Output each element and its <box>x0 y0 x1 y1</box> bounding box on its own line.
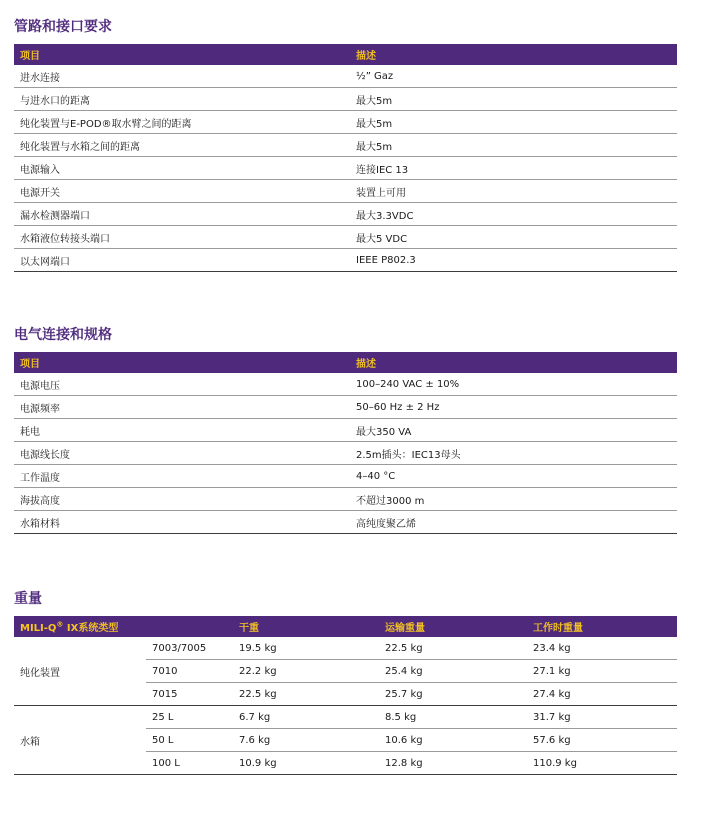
row-dry-weight: 22.2 kg <box>233 660 379 683</box>
weight-table <box>14 616 677 775</box>
table-row <box>14 419 677 442</box>
electrical-section <box>14 325 677 534</box>
table-row <box>14 488 677 511</box>
table-row <box>14 637 677 660</box>
weight-title: 重量 <box>14 591 42 607</box>
header-description: 描述 <box>350 352 677 373</box>
row-item: 电源线长度 <box>14 442 350 465</box>
row-value: 高纯度聚乙烯 <box>350 511 677 534</box>
row-model: 7015 <box>146 683 233 706</box>
row-item: 耗电 <box>14 419 350 442</box>
row-item: 漏水检测器端口 <box>14 203 350 226</box>
row-model: 7010 <box>146 660 233 683</box>
electrical-title: 电气连接和规格 <box>14 327 112 343</box>
piping-table <box>14 44 677 272</box>
row-operating-weight: 110.9 kg <box>527 752 677 775</box>
header-description: 描述 <box>350 44 677 65</box>
table-row <box>14 465 677 488</box>
table-row <box>14 180 677 203</box>
table-row <box>14 396 677 419</box>
row-shipping-weight: 25.4 kg <box>379 660 527 683</box>
piping-section <box>14 17 677 272</box>
row-model: 100 L <box>146 752 233 775</box>
row-shipping-weight: 8.5 kg <box>379 706 527 729</box>
row-model: 50 L <box>146 729 233 752</box>
row-item: 工作温度 <box>14 465 350 488</box>
header-item: 项目 <box>14 44 350 65</box>
row-item: 水箱材料 <box>14 511 350 534</box>
row-shipping-weight: 22.5 kg <box>379 637 527 660</box>
group-label-purifier: 纯化装置 <box>14 637 146 706</box>
row-dry-weight: 10.9 kg <box>233 752 379 775</box>
row-value: ½” Gaz <box>350 65 677 88</box>
header-system-brand: MILI-Q <box>20 623 57 634</box>
row-dry-weight: 19.5 kg <box>233 637 379 660</box>
table-row <box>14 373 677 396</box>
weight-section <box>14 589 677 775</box>
header-system-type <box>14 616 233 637</box>
row-operating-weight: 57.6 kg <box>527 729 677 752</box>
group-label-tank: 水箱 <box>14 706 146 775</box>
header-system-rest: IX系统类型 <box>63 623 119 634</box>
row-item: 水箱液位转接头端口 <box>14 226 350 249</box>
row-dry-weight: 6.7 kg <box>233 706 379 729</box>
row-item: 电源开关 <box>14 180 350 203</box>
table-row <box>14 442 677 465</box>
row-model: 7003/7005 <box>146 637 233 660</box>
row-value: 最大5m <box>350 88 677 111</box>
row-value: 装置上可用 <box>350 180 677 203</box>
table-row <box>14 157 677 180</box>
row-item: 以太网端口 <box>14 249 350 272</box>
table-row <box>14 88 677 111</box>
table-header-row <box>14 616 677 637</box>
row-item: 纯化装置与E-POD®取水臂之间的距离 <box>14 111 350 134</box>
row-model: 25 L <box>146 706 233 729</box>
row-value: 4–40 °C <box>350 465 677 488</box>
row-value: 最大3.3VDC <box>350 203 677 226</box>
row-item: 电源频率 <box>14 396 350 419</box>
header-item: 项目 <box>14 352 350 373</box>
header-dry-weight: 干重 <box>233 616 379 637</box>
row-operating-weight: 23.4 kg <box>527 637 677 660</box>
row-value: 50–60 Hz ± 2 Hz <box>350 396 677 419</box>
row-operating-weight: 31.7 kg <box>527 706 677 729</box>
table-row <box>14 249 677 272</box>
row-dry-weight: 7.6 kg <box>233 729 379 752</box>
header-operating-weight: 工作时重量 <box>527 616 677 637</box>
row-item: 电源电压 <box>14 373 350 396</box>
table-row <box>14 706 677 729</box>
row-value: 连接IEC 13 <box>350 157 677 180</box>
table-header-row <box>14 352 677 373</box>
table-header-row <box>14 44 677 65</box>
header-shipping-weight: 运输重量 <box>379 616 527 637</box>
row-operating-weight: 27.1 kg <box>527 660 677 683</box>
row-value: 最大5m <box>350 111 677 134</box>
row-dry-weight: 22.5 kg <box>233 683 379 706</box>
table-row <box>14 134 677 157</box>
electrical-table <box>14 352 677 534</box>
row-item: 与进水口的距离 <box>14 88 350 111</box>
row-value: 最大5m <box>350 134 677 157</box>
table-row <box>14 203 677 226</box>
piping-title: 管路和接口要求 <box>14 19 112 35</box>
row-item: 电源输入 <box>14 157 350 180</box>
row-value: 2.5m插头：IEC13母头 <box>350 442 677 465</box>
table-row <box>14 226 677 249</box>
row-operating-weight: 27.4 kg <box>527 683 677 706</box>
row-value: IEEE P802.3 <box>350 249 677 272</box>
row-item: 海拔高度 <box>14 488 350 511</box>
table-row <box>14 111 677 134</box>
row-value: 100–240 VAC ± 10% <box>350 373 677 396</box>
row-shipping-weight: 12.8 kg <box>379 752 527 775</box>
row-value: 最大350 VA <box>350 419 677 442</box>
row-item: 纯化装置与水箱之间的距离 <box>14 134 350 157</box>
row-item: 进水连接 <box>14 65 350 88</box>
table-row <box>14 511 677 534</box>
row-shipping-weight: 25.7 kg <box>379 683 527 706</box>
registered-mark: ® <box>56 620 64 629</box>
row-shipping-weight: 10.6 kg <box>379 729 527 752</box>
table-row <box>14 65 677 88</box>
row-value: 最大5 VDC <box>350 226 677 249</box>
row-value: 不超过3000 m <box>350 488 677 511</box>
